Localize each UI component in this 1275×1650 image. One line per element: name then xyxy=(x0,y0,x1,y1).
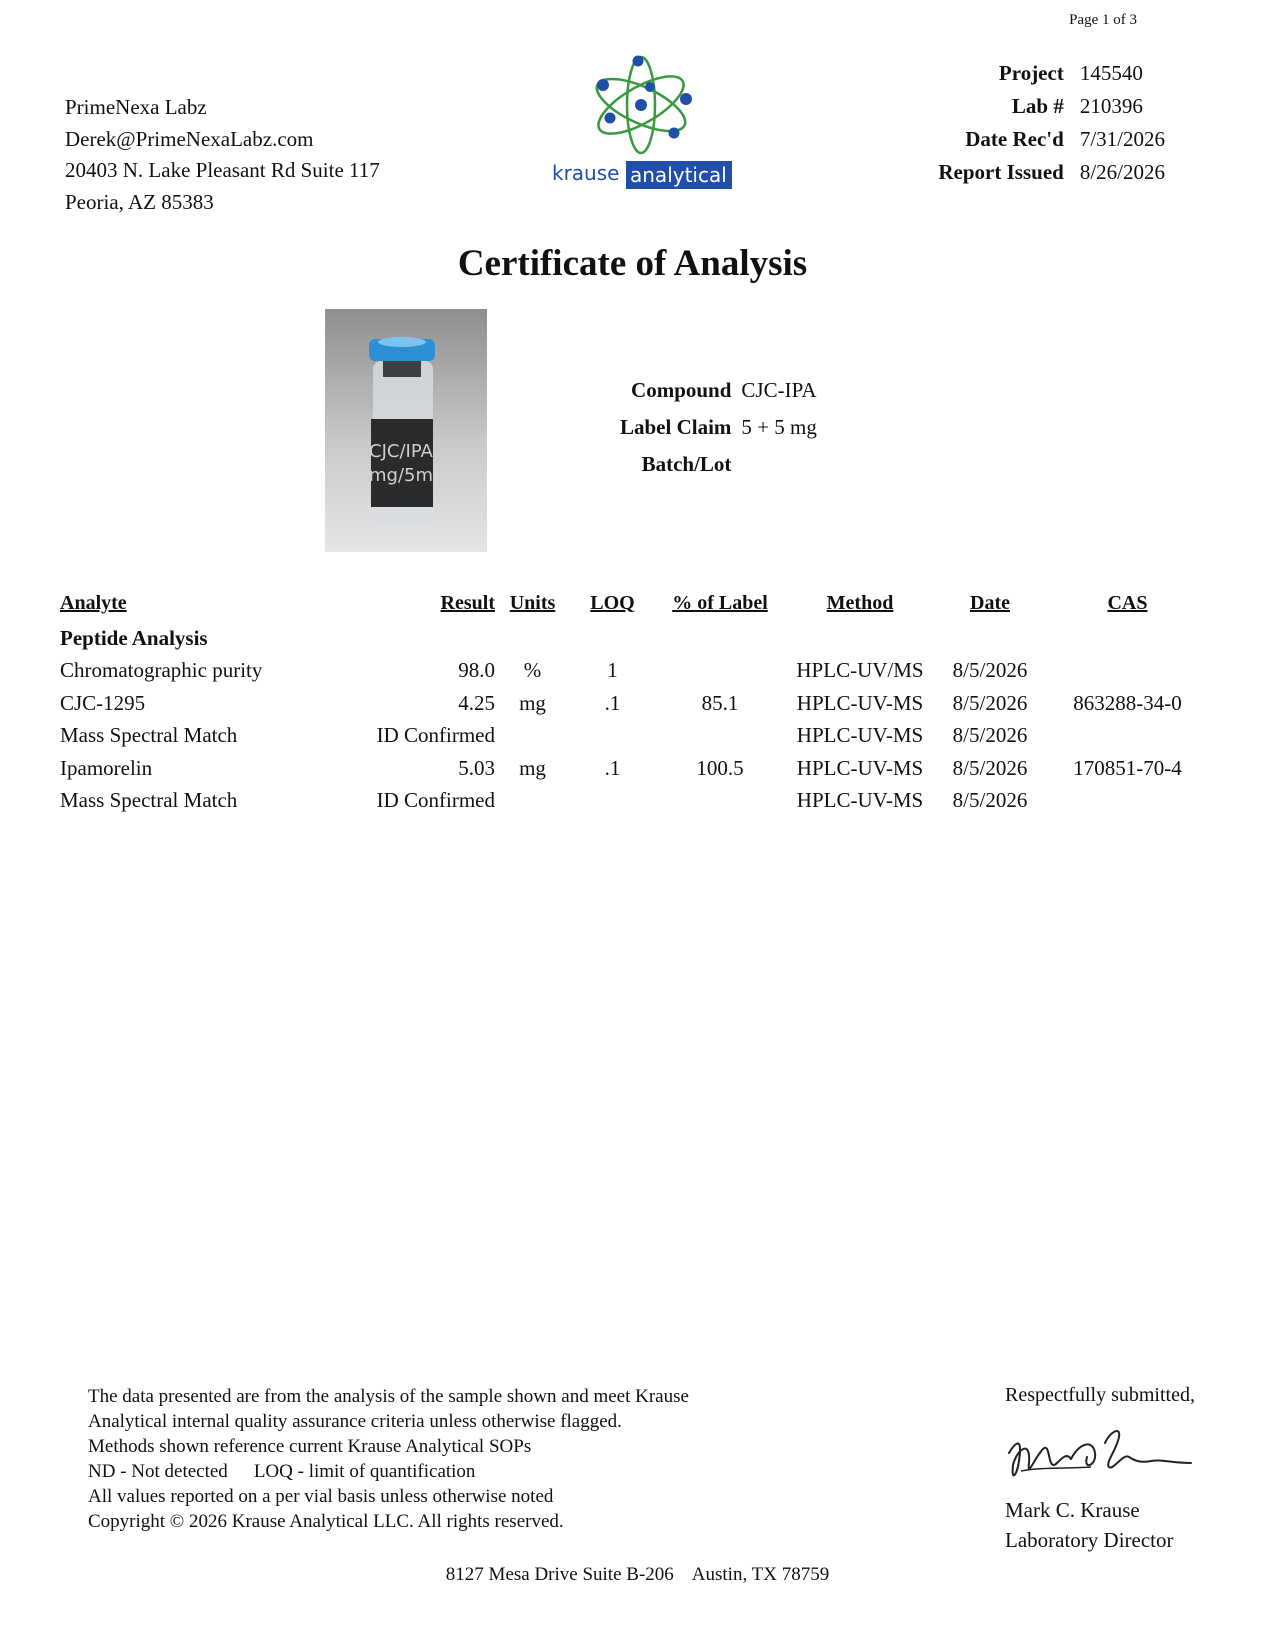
cell-result: ID Confirmed xyxy=(376,723,495,748)
vial-label xyxy=(371,419,433,507)
cell-units: mg xyxy=(519,755,546,780)
header-units: Units xyxy=(509,591,556,614)
table-row xyxy=(60,785,1210,818)
results-table xyxy=(60,590,1210,817)
vial-label-text-2: mg/5m xyxy=(369,465,434,486)
document-title: Certificate of Analysis xyxy=(457,243,808,284)
cell-percent-of-label xyxy=(655,655,785,688)
project-value: 145540 xyxy=(1079,61,1143,85)
cell-analyte: Ipamorelin xyxy=(60,755,153,780)
client-address-line2: Peoria, AZ 85383 xyxy=(65,189,214,214)
header-analyte: Analyte xyxy=(60,591,127,614)
label-claim-value: 5 + 5 mg xyxy=(741,415,817,439)
signature-intro: Respectfully submitted, xyxy=(1005,1384,1195,1406)
section-title: Peptide Analysis xyxy=(60,625,208,650)
report-issued-value: 8/26/2026 xyxy=(1079,160,1165,184)
table-row xyxy=(60,752,1210,785)
header-loq: LOQ xyxy=(590,591,635,614)
cell-percent-of-label xyxy=(655,720,785,753)
date-received-label: Date Rec'd xyxy=(965,127,1064,151)
cell-result: 5.03 xyxy=(458,755,495,780)
cell-method: HPLC-UV-MS xyxy=(796,690,924,715)
cell-percent-of-label xyxy=(655,785,785,818)
cell-units xyxy=(495,720,570,753)
header-cas: CAS xyxy=(1107,591,1148,614)
cell-cas xyxy=(1045,655,1210,688)
report-meta xyxy=(938,60,1165,192)
cell-result: 4.25 xyxy=(458,690,495,715)
nd-definition: ND - Not detected xyxy=(88,1461,228,1482)
header-date: Date xyxy=(970,591,1010,614)
label-claim-label: Label Claim xyxy=(620,415,732,439)
cell-units: mg xyxy=(519,690,546,715)
header-result: Result xyxy=(440,591,495,614)
footer-city: Austin, TX 78759 xyxy=(691,1564,830,1585)
cell-cas: 863288-34-0 xyxy=(1073,690,1182,715)
section-row xyxy=(60,622,1210,655)
results-header-row xyxy=(60,590,1210,622)
cell-result: 98.0 xyxy=(458,658,495,683)
disclaimer-notes xyxy=(88,1384,689,1534)
cell-date: 8/5/2026 xyxy=(952,723,1028,748)
cell-date: 8/5/2026 xyxy=(952,788,1028,813)
cell-date: 8/5/2026 xyxy=(952,755,1028,780)
cell-loq xyxy=(570,785,655,818)
compound-label: Compound xyxy=(631,378,732,402)
cell-method: HPLC-UV-MS xyxy=(796,723,924,748)
client-name: PrimeNexa Labz xyxy=(65,95,207,119)
cell-loq xyxy=(570,720,655,753)
client-block xyxy=(65,92,380,218)
report-issued-label: Report Issued xyxy=(938,160,1064,184)
signature-block xyxy=(1005,1384,1201,1555)
cell-cas xyxy=(1045,720,1210,753)
copyright-line: Copyright © 2026 Krause Analytical LLC. All rights reserved. xyxy=(88,1511,564,1532)
cell-method: HPLC-UV-MS xyxy=(796,755,924,780)
lab-number-value: 210396 xyxy=(1079,94,1143,118)
cell-units: % xyxy=(523,658,542,683)
client-address-line1: 20403 N. Lake Pleasant Rd Suite 117 xyxy=(65,158,380,182)
cell-result: ID Confirmed xyxy=(376,788,495,813)
cell-method: HPLC-UV-MS xyxy=(796,788,924,813)
handwritten-signature xyxy=(1001,1413,1201,1493)
lab-number-label: Lab # xyxy=(1011,94,1064,118)
lab-address-footer xyxy=(0,1564,1275,1586)
cell-percent-of-label: 100.5 xyxy=(696,755,744,780)
project-label: Project xyxy=(998,61,1064,85)
cell-percent-of-label: 85.1 xyxy=(701,690,739,715)
batch-lot-value xyxy=(741,446,816,483)
note-line: Methods shown reference current Krause Analytical SOPs xyxy=(88,1436,532,1457)
cell-date: 8/5/2026 xyxy=(952,658,1028,683)
table-row xyxy=(60,687,1210,720)
logo-word-krause: krause xyxy=(552,161,620,185)
note-line xyxy=(88,1459,689,1484)
vial-label-text-1: CJC/IPA xyxy=(369,441,433,462)
sample-vial-photo xyxy=(325,309,487,552)
note-line: Analytical internal quality assurance criteria unless otherwise flagged. xyxy=(88,1411,622,1432)
loq-definition: LOQ - limit of quantification xyxy=(253,1461,476,1482)
cell-date: 8/5/2026 xyxy=(952,690,1028,715)
cell-analyte: Mass Spectral Match xyxy=(60,723,238,748)
cell-loq: 1 xyxy=(607,658,618,683)
cell-cas xyxy=(1045,785,1210,818)
compound-value: CJC-IPA xyxy=(741,378,817,402)
krause-analytical-logo xyxy=(546,55,736,195)
note-line: All values reported on a per vial basis unless otherwise noted xyxy=(88,1486,554,1507)
client-email: Derek@PrimeNexaLabz.com xyxy=(65,126,314,151)
header-percent-of-label: % of Label xyxy=(672,591,768,614)
cell-analyte: Mass Spectral Match xyxy=(60,788,238,813)
table-row xyxy=(60,655,1210,688)
cell-units xyxy=(495,785,570,818)
header-method: Method xyxy=(826,591,894,614)
cell-loq: .1 xyxy=(604,690,621,715)
batch-lot-label: Batch/Lot xyxy=(641,452,732,476)
signer-name: Mark C. Krause xyxy=(1005,1498,1140,1522)
footer-street: 8127 Mesa Drive Suite B-206 xyxy=(445,1564,674,1585)
cell-analyte: Chromatographic purity xyxy=(60,658,263,683)
page-number: Page 1 of 3 xyxy=(1069,12,1137,28)
signer-title: Laboratory Director xyxy=(1005,1528,1174,1552)
compound-info xyxy=(620,372,817,483)
table-row xyxy=(60,720,1210,753)
cell-method: HPLC-UV/MS xyxy=(796,658,924,683)
note-line: The data presented are from the analysis of the sample shown and meet Krause xyxy=(88,1386,689,1407)
cell-cas: 170851-70-4 xyxy=(1073,755,1182,780)
date-received-value: 7/31/2026 xyxy=(1079,127,1165,151)
cell-loq: .1 xyxy=(604,755,621,780)
cell-analyte: CJC-1295 xyxy=(60,690,146,715)
logo-word-analytical: analytical xyxy=(630,163,727,187)
